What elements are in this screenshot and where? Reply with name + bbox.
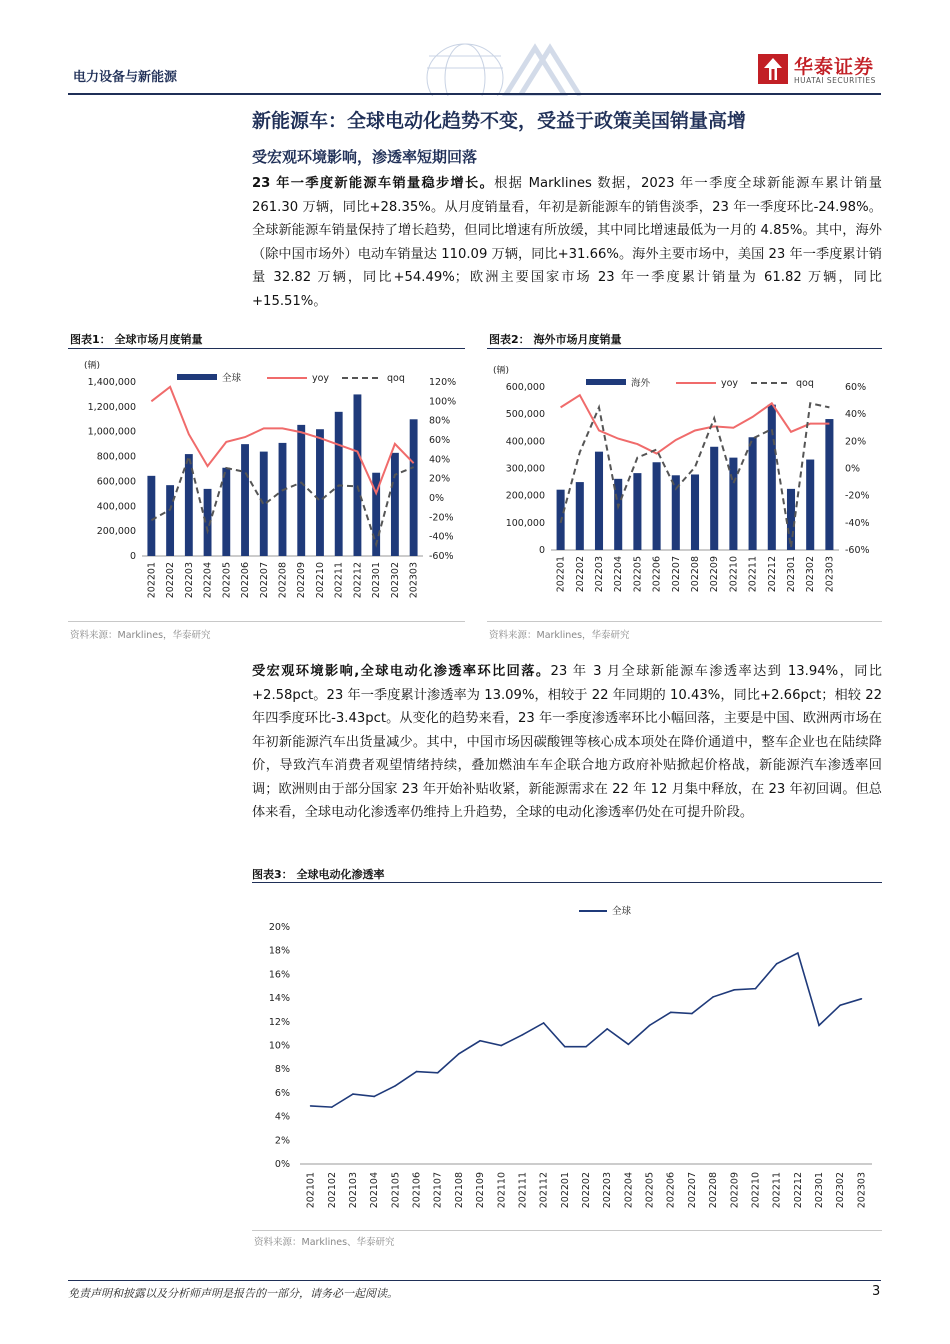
penetration-point <box>373 1096 375 1098</box>
globe-decoration-icon <box>395 38 595 96</box>
figure3-source: 资料来源：Marklines、华泰研究 <box>254 1237 395 1248</box>
x-tick-label: 202207 <box>258 562 270 599</box>
penetration-point <box>818 1025 820 1027</box>
y2-tick-label: 120% <box>429 377 457 388</box>
x-tick-label: 202301 <box>371 562 383 599</box>
y2-tick-label: -60% <box>845 545 870 556</box>
footer-disclaimer: 免责声明和披露以及分析师声明是报告的一部分，请务必一起阅读。 <box>68 1287 398 1300</box>
y2-tick-label: -40% <box>429 531 454 543</box>
sales-bar <box>768 405 776 550</box>
y-tick-label: 1,200,000 <box>87 401 136 413</box>
overseas-monthly-sales-chart <box>487 352 882 617</box>
x-tick-label: 202111 <box>517 1172 529 1209</box>
figure2-label: 图表2： 海外市场月度销量 <box>489 333 622 346</box>
legend-label: 全球 <box>612 906 632 917</box>
x-tick-label: 202302 <box>805 556 817 593</box>
y2-tick-label: -40% <box>845 517 870 529</box>
y-tick-label: 18% <box>268 945 290 957</box>
x-tick-label: 202203 <box>594 556 605 593</box>
global-penetration-chart <box>252 890 882 1225</box>
y-tick-label: 800,000 <box>96 451 136 463</box>
y-tick-label: 500,000 <box>505 409 545 421</box>
y-tick-label: 16% <box>268 969 290 981</box>
penetration-point <box>712 996 714 998</box>
x-tick-label: 202303 <box>856 1172 868 1209</box>
y2-tick-label: 0% <box>429 493 445 504</box>
legend-yoy-label: yoy <box>312 373 330 384</box>
x-tick-label: 202210 <box>750 1172 762 1209</box>
x-tick-label: 202201 <box>555 556 567 593</box>
paragraph-sales-body: 根据 Marklines 数据，2023 年一季度全球新能源车累计销量 261.30 万辆，同比+28.35%。从月度销量看，年初是新能源车的销售淡季，23 年一季度环比-24.98%。全球新能源车销量保持了增长趋势，但同比增速有所放缓，其中同比增速最低为一月的 4.85%。其中，海外（除中国市场外）电动车销量达 110.09 万辆，同比+31.66%。海外主要市场中，美国 23 年一季度累计销量 32.82 万辆，同比+54.49%；欧洲主要国家市场 23 年一季度累计销量为 61.82 万辆，同比+15.51%。 <box>252 176 882 309</box>
legend-bar-label: 全球 <box>222 373 242 384</box>
penetration-point <box>755 988 757 990</box>
x-tick-label: 202205 <box>632 556 644 593</box>
y-tick-label: 0% <box>274 1159 290 1170</box>
figure1-source: 资料来源：Marklines，华泰研究 <box>70 630 211 641</box>
y2-tick-label: -60% <box>429 551 454 562</box>
y-tick-label: 0 <box>538 545 545 556</box>
penetration-point <box>861 998 863 1000</box>
penetration-point <box>437 1072 439 1074</box>
x-tick-label: 202204 <box>613 556 625 593</box>
y2-tick-label: 0% <box>845 463 861 475</box>
x-tick-label: 202209 <box>709 556 721 593</box>
legend-bar-swatch <box>586 379 626 385</box>
penetration-point <box>776 963 778 965</box>
penetration-point <box>670 1012 672 1014</box>
x-tick-label: 202203 <box>183 562 195 599</box>
x-tick-label: 202208 <box>690 556 701 593</box>
x-tick-label: 202212 <box>766 556 778 593</box>
y-tick-label: 1,400,000 <box>87 377 136 388</box>
huatai-logo-icon <box>758 54 788 84</box>
page-number: 3 <box>872 1284 881 1299</box>
section-subtitle: 受宏观环境影响，渗透率短期回落 <box>252 148 478 166</box>
sales-bar <box>316 429 324 556</box>
x-tick-label: 202202 <box>165 562 177 599</box>
huatai-logo <box>758 52 883 90</box>
penetration-point <box>691 1013 693 1015</box>
penetration-point <box>395 1085 397 1087</box>
legend-yoy-label: yoy <box>721 378 739 389</box>
y-tick-label: 400,000 <box>96 501 136 513</box>
x-tick-label: 202109 <box>475 1172 487 1209</box>
paragraph-penetration <box>252 660 882 825</box>
x-tick-label: 202112 <box>538 1172 550 1209</box>
sales-bar <box>410 419 418 556</box>
penetration-point <box>606 1028 608 1030</box>
figure3-source-divider <box>252 1230 882 1231</box>
x-tick-label: 202202 <box>581 1172 592 1209</box>
header-divider <box>68 93 881 95</box>
paragraph-penetration-lead: 受宏观环境影响,全球电动化渗透率环比回落。 <box>252 664 551 679</box>
figure1-source-divider <box>68 621 465 622</box>
y-tick-label: 100,000 <box>505 517 545 529</box>
section-header: 电力设备与新能源 <box>73 70 178 85</box>
sales-bar <box>166 485 174 556</box>
x-tick-label: 202110 <box>496 1172 508 1209</box>
figure1-divider <box>68 348 465 349</box>
y-tick-label: 200,000 <box>505 490 545 502</box>
logo-text-cn: 华泰证券 <box>794 56 875 78</box>
x-tick-label: 202208 <box>277 562 289 599</box>
x-tick-label: 202103 <box>347 1172 359 1209</box>
y-tick-label: 14% <box>268 993 290 1005</box>
penetration-line <box>311 953 862 1107</box>
footer-divider <box>68 1280 881 1281</box>
sales-bar <box>279 443 287 556</box>
x-tick-label: 202301 <box>814 1172 826 1209</box>
penetration-point <box>522 1034 524 1036</box>
sales-bar <box>391 453 399 556</box>
legend-qoq-label: qoq <box>796 378 814 389</box>
x-tick-label: 202206 <box>651 556 663 593</box>
y2-tick-label: 40% <box>429 454 451 466</box>
x-tick-label: 202206 <box>665 1172 677 1209</box>
x-tick-label: 202301 <box>786 556 797 593</box>
y2-tick-label: -20% <box>845 490 870 502</box>
x-tick-label: 202203 <box>602 1172 614 1209</box>
x-tick-label: 202302 <box>835 1172 847 1209</box>
penetration-point <box>628 1044 630 1046</box>
x-tick-label: 202202 <box>574 556 586 593</box>
penetration-point <box>416 1071 418 1073</box>
figure2-divider <box>487 348 882 349</box>
sales-bar <box>595 452 603 550</box>
x-tick-label: 202204 <box>202 562 214 599</box>
sales-bar <box>260 452 268 556</box>
x-tick-label: 202303 <box>408 562 420 599</box>
x-tick-label: 202206 <box>240 562 252 599</box>
paragraph-penetration-body: 23 年 3 月全球新能源车渗透率达到 13.94%，同比+2.58pct。23 年一季度累计渗透率为 13.09%，相较于 22 年同期的 10.43%，同比+2.66pct；相较 22 年四季度环比-3.43pct。从变化的趋势来看，23 年一季度渗透率环比小幅回落，主要是中国、欧洲两市场在年初新能源汽车出货量减少。其中，中国市场因碳酸锂等核心成本项处在降价通道中，整车企业也在陆续降价，导致汽车消费者观望情绪持续，叠加燃油车车企联合地方政府补贴掀起价格战，新能源汽车渗透率回调；欧洲则由于部分国家 23 年开始补贴收紧，新能源需求在 22 年 12 月集中释放，在 23 年初回调。但总体来看，全球电动化渗透率仍维持上升趋势，全球的电动化渗透率仍处在可提升阶段。 <box>252 664 882 820</box>
x-tick-label: 202104 <box>369 1172 381 1209</box>
penetration-point <box>564 1046 566 1048</box>
x-tick-label: 202208 <box>708 1172 720 1209</box>
sales-bar <box>806 460 814 550</box>
y-tick-label: 20% <box>268 922 290 933</box>
x-tick-label: 202201 <box>146 562 158 599</box>
page-title: 新能源车：全球电动化趋势不变，受益于政策美国销量高增 <box>252 110 747 132</box>
x-tick-label: 202106 <box>411 1172 423 1209</box>
figure2-source: 资料来源：Marklines，华泰研究 <box>489 630 630 641</box>
figure3-label: 图表3： 全球电动化渗透率 <box>252 868 385 881</box>
y-tick-label: 12% <box>268 1016 290 1028</box>
sales-bar <box>576 482 584 550</box>
x-tick-label: 202107 <box>432 1172 444 1209</box>
y-tick-label: 600,000 <box>96 476 136 488</box>
y2-tick-label: 40% <box>845 409 867 421</box>
logo-text-en: HUATAI SECURITIES <box>794 76 876 85</box>
figure3-divider <box>252 882 882 883</box>
y-tick-label: 4% <box>274 1111 290 1123</box>
y-tick-label: 0 <box>129 551 136 562</box>
x-tick-label: 202212 <box>792 1172 804 1209</box>
x-tick-label: 202207 <box>686 1172 698 1209</box>
penetration-point <box>500 1045 502 1047</box>
x-tick-label: 202212 <box>352 562 364 599</box>
x-tick-label: 202303 <box>824 556 836 593</box>
y-tick-label: 2% <box>274 1135 290 1147</box>
sales-bar <box>691 474 699 550</box>
legend-qoq-label: qoq <box>387 373 405 384</box>
sales-bar <box>335 412 343 556</box>
x-tick-label: 202205 <box>221 562 233 599</box>
y-axis-unit: (辆) <box>84 361 101 371</box>
y2-tick-label: 20% <box>429 473 451 485</box>
penetration-point <box>331 1106 333 1108</box>
x-tick-label: 202211 <box>747 556 759 593</box>
y2-tick-label: 60% <box>429 435 451 446</box>
sales-bar <box>633 473 641 550</box>
x-tick-label: 202204 <box>623 1172 635 1209</box>
penetration-point <box>352 1093 354 1095</box>
y-tick-label: 300,000 <box>505 463 545 475</box>
sales-bar <box>241 444 249 556</box>
y-tick-label: 600,000 <box>505 382 545 393</box>
y2-tick-label: 100% <box>429 396 457 408</box>
penetration-point <box>649 1025 651 1027</box>
x-tick-label: 202101 <box>305 1172 317 1209</box>
penetration-point <box>458 1053 460 1055</box>
y-tick-label: 10% <box>268 1040 290 1052</box>
legend-bar-label: 海外 <box>631 378 651 389</box>
x-tick-label: 202211 <box>771 1172 783 1209</box>
global-monthly-sales-chart <box>68 352 465 617</box>
penetration-point <box>733 989 735 991</box>
y2-tick-label: -20% <box>429 512 454 524</box>
penetration-point <box>585 1046 587 1048</box>
legend-bar-swatch <box>177 374 217 380</box>
y-tick-label: 400,000 <box>505 436 545 448</box>
sales-bar <box>222 468 230 556</box>
y-axis-unit: (辆) <box>493 366 510 376</box>
x-tick-label: 202201 <box>559 1172 571 1209</box>
x-tick-label: 202207 <box>670 556 682 593</box>
y2-tick-label: 80% <box>429 415 451 427</box>
figure2-source-divider <box>487 621 882 622</box>
sales-bar <box>710 447 718 550</box>
x-tick-label: 202211 <box>333 562 345 599</box>
y-tick-label: 1,000,000 <box>87 426 136 438</box>
x-tick-label: 202209 <box>729 1172 741 1209</box>
y-tick-label: 8% <box>274 1064 290 1076</box>
yoy-line <box>561 395 830 453</box>
penetration-point <box>310 1105 312 1107</box>
sales-bar <box>297 425 305 556</box>
x-tick-label: 202205 <box>644 1172 656 1209</box>
sales-bar <box>749 437 757 550</box>
x-tick-label: 202209 <box>296 562 308 599</box>
x-tick-label: 202102 <box>326 1172 338 1209</box>
figure1-label: 图表1： 全球市场月度销量 <box>70 333 203 346</box>
penetration-point <box>797 952 799 954</box>
sales-bar <box>729 458 737 550</box>
sales-bar <box>353 394 361 556</box>
x-tick-label: 202105 <box>390 1172 402 1209</box>
y2-tick-label: 60% <box>845 382 867 393</box>
penetration-point <box>479 1040 481 1042</box>
sales-bar <box>653 462 661 550</box>
paragraph-sales-lead: 23 年一季度新能源车销量稳步增长。 <box>252 176 495 191</box>
x-tick-label: 202210 <box>728 556 740 593</box>
x-tick-label: 202108 <box>453 1172 465 1209</box>
sales-bar <box>825 419 833 550</box>
y-tick-label: 200,000 <box>96 526 136 538</box>
x-tick-label: 202210 <box>314 562 326 599</box>
y2-tick-label: 20% <box>845 436 867 448</box>
sales-bar <box>147 476 155 556</box>
penetration-point <box>839 1004 841 1006</box>
paragraph-sales <box>252 172 882 313</box>
y-tick-label: 6% <box>274 1087 290 1099</box>
penetration-point <box>543 1022 545 1024</box>
x-tick-label: 202302 <box>389 562 401 599</box>
